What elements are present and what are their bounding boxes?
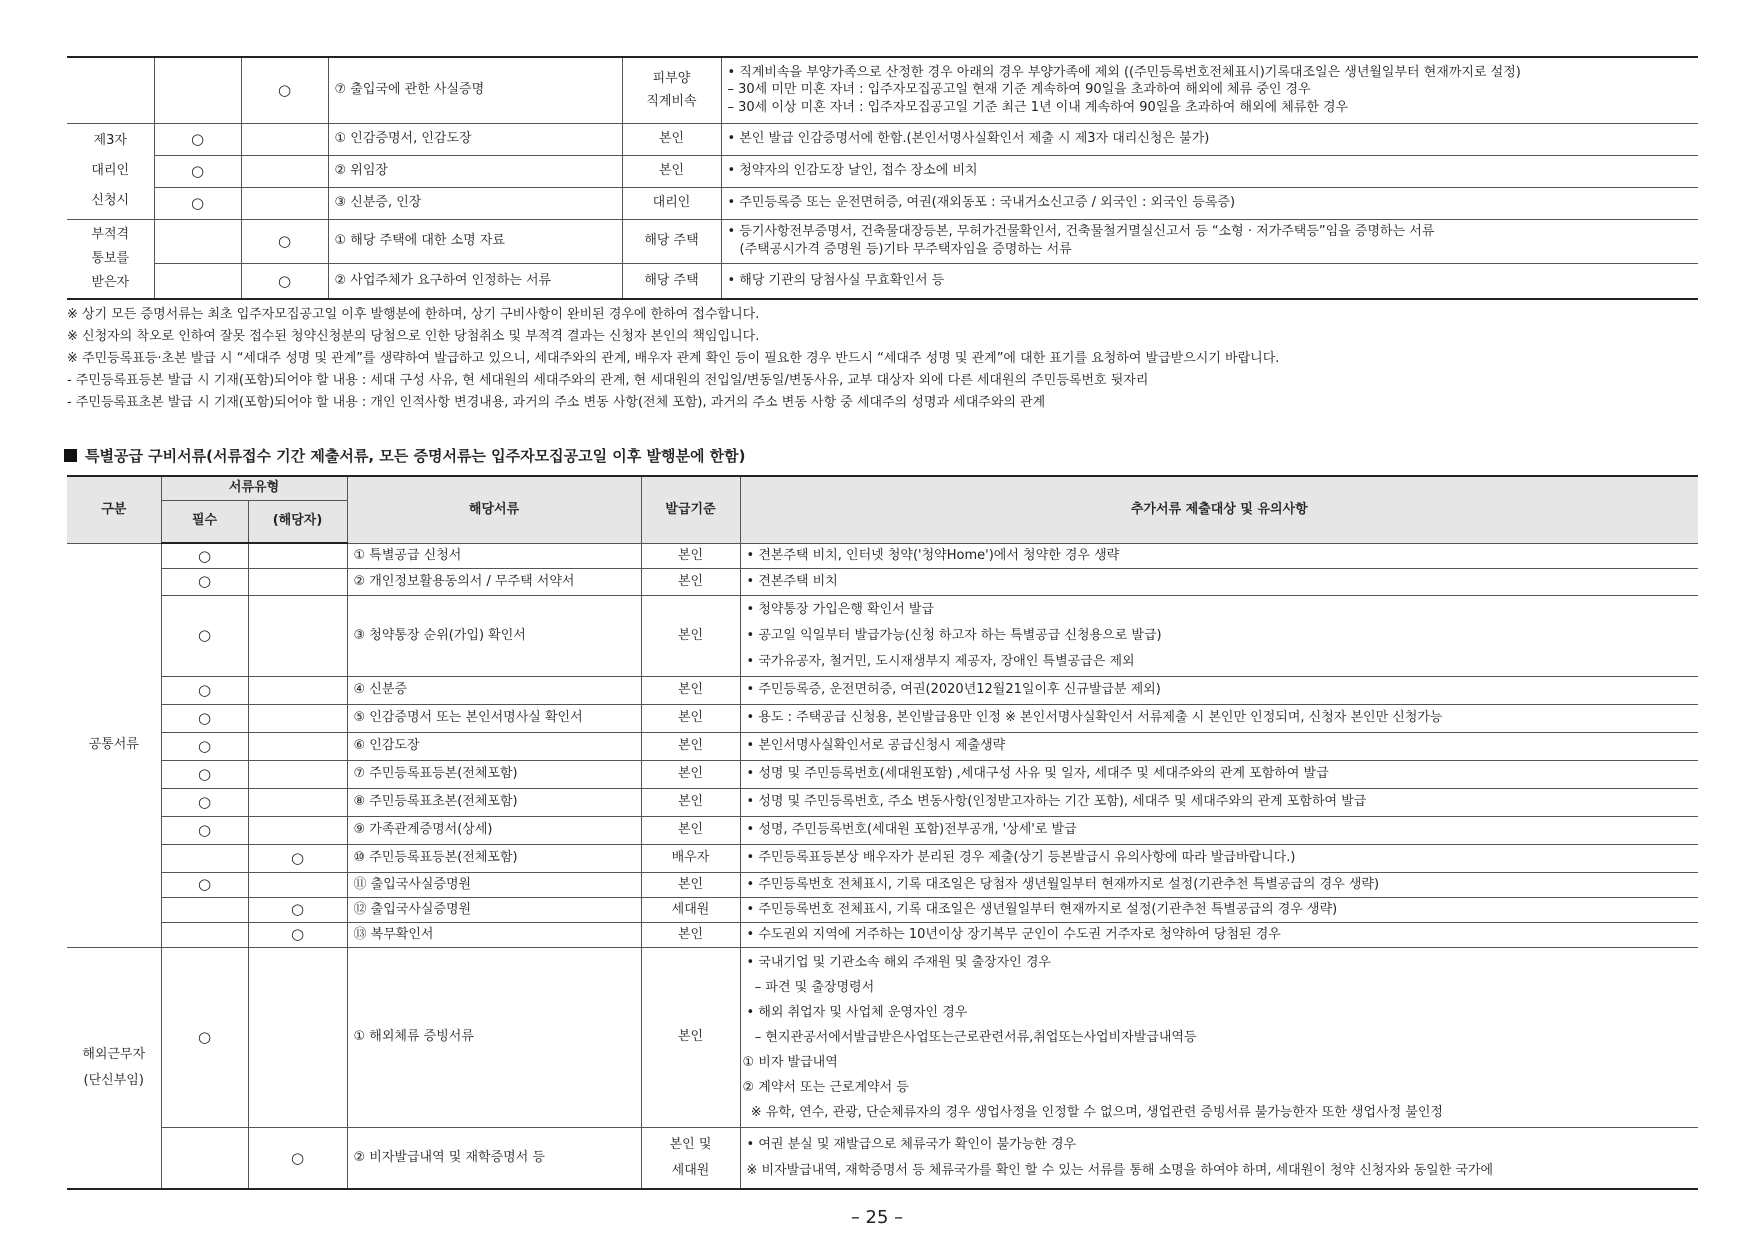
table-row	[67, 123, 1698, 155]
square-bullet-icon	[64, 449, 77, 462]
header-notes: 추가서류 제출대상 및 유의사항	[740, 476, 1698, 543]
notes-cell: • 주민등록번호 전체표시, 기록 대조일은 당첨자 생년월일부터 현재까지로 설정(기관추천 특별공급의 경우 생략)	[740, 872, 1698, 897]
group-ineligible-notified: 부적격 통보를 받은자	[67, 219, 154, 299]
required-mark	[161, 897, 248, 922]
notes-cell: • 여권 분실 및 재발급으로 체류국가 확인이 불가능한 경우 ※ 비자발급내역, 재학증명서 등 체류국가를 확인 할 수 있는 서류를 통해 소명을 하여야 하며, 세대원이 청약 신청자와 동일한 국가에	[740, 1127, 1698, 1189]
notes-cell: • 수도권외 지역에 거주하는 10년이상 장기복무 군인이 수도권 거주자로 청약하여 당첨된 경우	[740, 922, 1698, 947]
document-name: ⑩ 주민등록표등본(전체포함)	[347, 844, 641, 872]
category-cell	[67, 57, 154, 123]
applicable-mark	[248, 676, 347, 704]
notes-cell: • 직계비속을 부양가족으로 산정한 경우 아래의 경우 부양가족에 제외 ((주민등록번호전체표시)기록대조일은 생년월일부터 현재까지로 설정) – 30세 미만 미혼 자녀 : 입주자모집공고일 현재 기준 계속하여 90일을 초과하여 해외에 체류 중인 경우 – 30세 이상 미혼 자녀 : 입주자모집공고일 기준 최근 1년 이내 계속하여 90일을 초과하여 해외에 체류한 경우	[721, 57, 1698, 123]
applicable-mark: ○	[248, 1127, 347, 1189]
special-supply-documents-table	[67, 475, 1698, 1190]
applicable-mark	[248, 568, 347, 595]
applicable-mark	[241, 187, 328, 219]
issue-basis: 본인	[641, 816, 740, 844]
notes-block	[67, 304, 1707, 414]
header-category: 구분	[67, 476, 161, 543]
issue-basis: 본인	[641, 568, 740, 595]
issue-basis: 본인	[641, 947, 740, 1127]
notes-cell: • 성명, 주민등록번호(세대원 포함)전부공개, '상세'로 발급	[740, 816, 1698, 844]
document-name: ② 개인정보활용동의서 / 무주택 서약서	[347, 568, 641, 595]
table-row	[67, 57, 1698, 123]
issue-basis: 본인	[641, 595, 740, 676]
applicable-mark	[248, 788, 347, 816]
notes-cell: • 성명 및 주민등록번호(세대원포함) ,세대구성 사유 및 일자, 세대주 및 세대주와의 관계 포함하여 발급	[740, 760, 1698, 788]
issue-basis: 본인	[641, 872, 740, 897]
issue-basis: 배우자	[641, 844, 740, 872]
required-mark: ○	[161, 947, 248, 1127]
table-row	[67, 219, 1698, 263]
document-name: ② 비자발급내역 및 재학증명서 등	[347, 1127, 641, 1189]
applicable-mark	[241, 155, 328, 187]
notes-cell: • 본인 발급 인감증명서에 한함.(본인서명사실확인서 제출 시 제3자 대리신청은 불가)	[721, 123, 1698, 155]
applicable-mark: ○	[248, 844, 347, 872]
table-row	[67, 788, 1698, 816]
document-name: ⑦ 출입국에 관한 사실증명	[328, 57, 622, 123]
applicable-mark	[248, 816, 347, 844]
table-header-row	[67, 476, 1698, 500]
note-line: ※ 주민등록표등·초본 발급 시 “세대주 성명 및 관계”를 생략하여 발급하고 있으니, 세대주와의 관계, 배우자 관계 확인 등이 필요한 경우 반드시 “세대주 성명 및 관계”에 대한 표기를 요청하여 발급받으시기 바랍니다.	[67, 351, 1280, 366]
note-line: - 주민등록표초본 발급 시 기재(포함)되어야 할 내용 : 개인 인적사항 변경내용, 과거의 주소 변동 사항(전체 포함), 과거의 주소 변동 사항 중 세대주의 성명과 세대주와의 관계	[67, 395, 1046, 410]
required-mark: ○	[161, 543, 248, 568]
notes-cell: • 주민등록번호 전체표시, 기록 대조일은 생년월일부터 현재까지로 설정(기관추천 특별공급의 경우 생략)	[740, 897, 1698, 922]
applicable-mark	[248, 732, 347, 760]
document-name: ① 인감증명서, 인감도장	[328, 123, 622, 155]
document-name: ⑤ 인감증명서 또는 본인서명사실 확인서	[347, 704, 641, 732]
header-doc-type: 서류유형	[161, 476, 347, 500]
group-overseas-workers: 해외근무자 (단신부임)	[67, 947, 161, 1189]
note-line: - 주민등록표등본 발급 시 기재(포함)되어야 할 내용 : 세대 구성 사유, 현 세대원의 세대주와의 관계, 현 세대원의 전입일/변동일/변동사유, 교부 대상자 외에 다른 세대원의 주민등록번호 뒷자리	[67, 373, 1149, 388]
required-mark: ○	[154, 155, 241, 187]
required-mark: ○	[161, 704, 248, 732]
group-third-party-proxy: 제3자 대리인 신청시	[67, 123, 154, 219]
document-name: ④ 신분증	[347, 676, 641, 704]
issue-basis: 대리인	[622, 187, 721, 219]
notes-cell: • 견본주택 비치	[740, 568, 1698, 595]
notes-cell: • 본인서명사실확인서로 공급신청시 제출생략	[740, 732, 1698, 760]
table-row	[67, 732, 1698, 760]
notes-cell: • 견본주택 비치, 인터넷 청약('청약Home')에서 청약한 경우 생략	[740, 543, 1698, 568]
applicable-mark	[248, 760, 347, 788]
required-mark	[154, 219, 241, 263]
required-mark: ○	[154, 187, 241, 219]
notes-cell: • 주민등록증, 운전면허증, 여권(2020년12월21일이후 신규발급분 제외)	[740, 676, 1698, 704]
required-mark: ○	[161, 760, 248, 788]
issue-basis: 해당 주택	[622, 219, 721, 263]
document-name: ⑨ 가족관계증명서(상세)	[347, 816, 641, 844]
document-name: ① 해당 주택에 대한 소명 자료	[328, 219, 622, 263]
table-row	[67, 816, 1698, 844]
applicable-mark: ○	[241, 219, 328, 263]
issue-basis: 피부양 직계비속	[622, 57, 721, 123]
required-mark: ○	[161, 872, 248, 897]
issue-basis: 본인	[641, 676, 740, 704]
document-name: ⑪ 출입국사실증명원	[347, 872, 641, 897]
required-mark	[161, 922, 248, 947]
table-row	[67, 568, 1698, 595]
applicable-mark	[248, 595, 347, 676]
applicable-mark	[248, 872, 347, 897]
table-row	[67, 1127, 1698, 1189]
required-mark	[161, 844, 248, 872]
document-name: ⑥ 인감도장	[347, 732, 641, 760]
issue-basis: 본인	[622, 123, 721, 155]
table-row	[67, 595, 1698, 676]
header-document: 해당서류	[347, 476, 641, 543]
table-row	[67, 947, 1698, 1127]
notes-cell: • 주민등록증 또는 운전면허증, 여권(재외동포 : 국내거소신고증 / 외국인 : 외국인 등록증)	[721, 187, 1698, 219]
notes-cell: • 주민등록표등본상 배우자가 분리된 경우 제출(상기 등본발급시 유의사항에 따라 발급바랍니다.)	[740, 844, 1698, 872]
table-row	[67, 760, 1698, 788]
section-title: 특별공급 구비서류(서류접수 기간 제출서류, 모든 증명서류는 입주자모집공고일 이후 발행분에 한함)	[64, 445, 746, 466]
issue-basis: 본인	[641, 732, 740, 760]
applicable-mark	[248, 704, 347, 732]
document-name: ③ 신분증, 인장	[328, 187, 622, 219]
notes-cell: • 국내기업 및 기관소속 해외 주재원 및 출장자인 경우 – 파견 및 출장명령서 • 해외 취업자 및 사업체 운영자인 경우 – 현지관공서에서발급받은사업또는근로관련서류,취업또는사업비자발급내역등 ① 비자 발급내역 ② 계약서 또는 근로계약서 등 ※ 유학, 연수, 관광, 단순체류자의 경우 생업사정을 인정할 수 없으며, 생업관련 증빙서류 불가능한자 또한 생업사정 불인정	[740, 947, 1698, 1127]
issue-basis: 본인	[641, 788, 740, 816]
header-applicable: (해당자)	[248, 500, 347, 543]
table-row	[67, 704, 1698, 732]
required-mark: ○	[161, 788, 248, 816]
applicable-mark: ○	[248, 897, 347, 922]
document-name: ⑧ 주민등록표초본(전체포함)	[347, 788, 641, 816]
required-mark: ○	[154, 123, 241, 155]
document-name: ② 사업주체가 요구하여 인정하는 서류	[328, 263, 622, 299]
required-mark	[154, 263, 241, 299]
required-mark	[154, 57, 241, 123]
applicable-mark	[248, 947, 347, 1127]
table-row	[67, 543, 1698, 568]
notes-cell: • 등기사항전부증명서, 건축물대장등본, 무허가건물확인서, 건축물철거멸실신고서 등 “소형 · 저가주택등”임을 증명하는 서류 (주택공시가격 증명원 등)기타 무주택자임을 증명하는 서류	[721, 219, 1698, 263]
group-common-documents: 공통서류	[67, 543, 161, 947]
notes-cell: • 청약통장 가입은행 확인서 발급 • 공고일 익일부터 발급가능(신청 하고자 하는 특별공급 신청용으로 발급) • 국가유공자, 철거민, 도시재생부지 제공자, 장애인 특별공급은 제외	[740, 595, 1698, 676]
document-name: ② 위임장	[328, 155, 622, 187]
general-documents-table-continued	[67, 56, 1698, 300]
notes-cell: • 청약자의 인감도장 날인, 접수 장소에 비치	[721, 155, 1698, 187]
issue-basis: 본인	[622, 155, 721, 187]
document-name: ① 해외체류 증빙서류	[347, 947, 641, 1127]
document-name: ① 특별공급 신청서	[347, 543, 641, 568]
notes-cell: • 해당 기관의 당첨사실 무효확인서 등	[721, 263, 1698, 299]
required-mark: ○	[161, 816, 248, 844]
header-required: 필수	[161, 500, 248, 543]
issue-basis: 본인	[641, 543, 740, 568]
document-name: ③ 청약통장 순위(가입) 확인서	[347, 595, 641, 676]
issue-basis: 해당 주택	[622, 263, 721, 299]
table-row	[67, 844, 1698, 872]
document-name: ⑦ 주민등록표등본(전체포함)	[347, 760, 641, 788]
applicable-mark: ○	[241, 263, 328, 299]
required-mark: ○	[161, 676, 248, 704]
header-basis: 발급기준	[641, 476, 740, 543]
page-number: – 25 –	[850, 1207, 904, 1228]
issue-basis: 본인	[641, 760, 740, 788]
table-row	[67, 922, 1698, 947]
applicable-mark	[241, 123, 328, 155]
table-row	[67, 676, 1698, 704]
table-row	[67, 155, 1698, 187]
issue-basis: 본인 및 세대원	[641, 1127, 740, 1189]
required-mark	[161, 1127, 248, 1189]
applicable-mark: ○	[241, 57, 328, 123]
issue-basis: 본인	[641, 922, 740, 947]
applicable-mark: ○	[248, 922, 347, 947]
required-mark: ○	[161, 568, 248, 595]
table-row	[67, 187, 1698, 219]
notes-cell: • 용도 : 주택공급 신청용, 본인발급용만 인정 ※ 본인서명사실확인서 서류제출 시 본인만 인정되며, 신청자 본인만 신청가능	[740, 704, 1698, 732]
table-row	[67, 263, 1698, 299]
issue-basis: 본인	[641, 704, 740, 732]
document-name: ⑬ 복무확인서	[347, 922, 641, 947]
required-mark: ○	[161, 732, 248, 760]
document-name: ⑫ 출입국사실증명원	[347, 897, 641, 922]
applicable-mark	[248, 543, 347, 568]
required-mark: ○	[161, 595, 248, 676]
table-row	[67, 897, 1698, 922]
issue-basis: 세대원	[641, 897, 740, 922]
table-row	[67, 872, 1698, 897]
note-line: ※ 상기 모든 증명서류는 최초 입주자모집공고일 이후 발행분에 한하며, 상기 구비사항이 완비된 경우에 한하여 접수합니다.	[67, 307, 760, 322]
note-line: ※ 신청자의 착오로 인하여 잘못 접수된 청약신청분의 당첨으로 인한 당첨취소 및 부적격 결과는 신청자 본인의 책임입니다.	[67, 329, 760, 344]
notes-cell: • 성명 및 주민등록번호, 주소 변동사항(인정받고자하는 기간 포함), 세대주 및 세대주와의 관계 포함하여 발급	[740, 788, 1698, 816]
